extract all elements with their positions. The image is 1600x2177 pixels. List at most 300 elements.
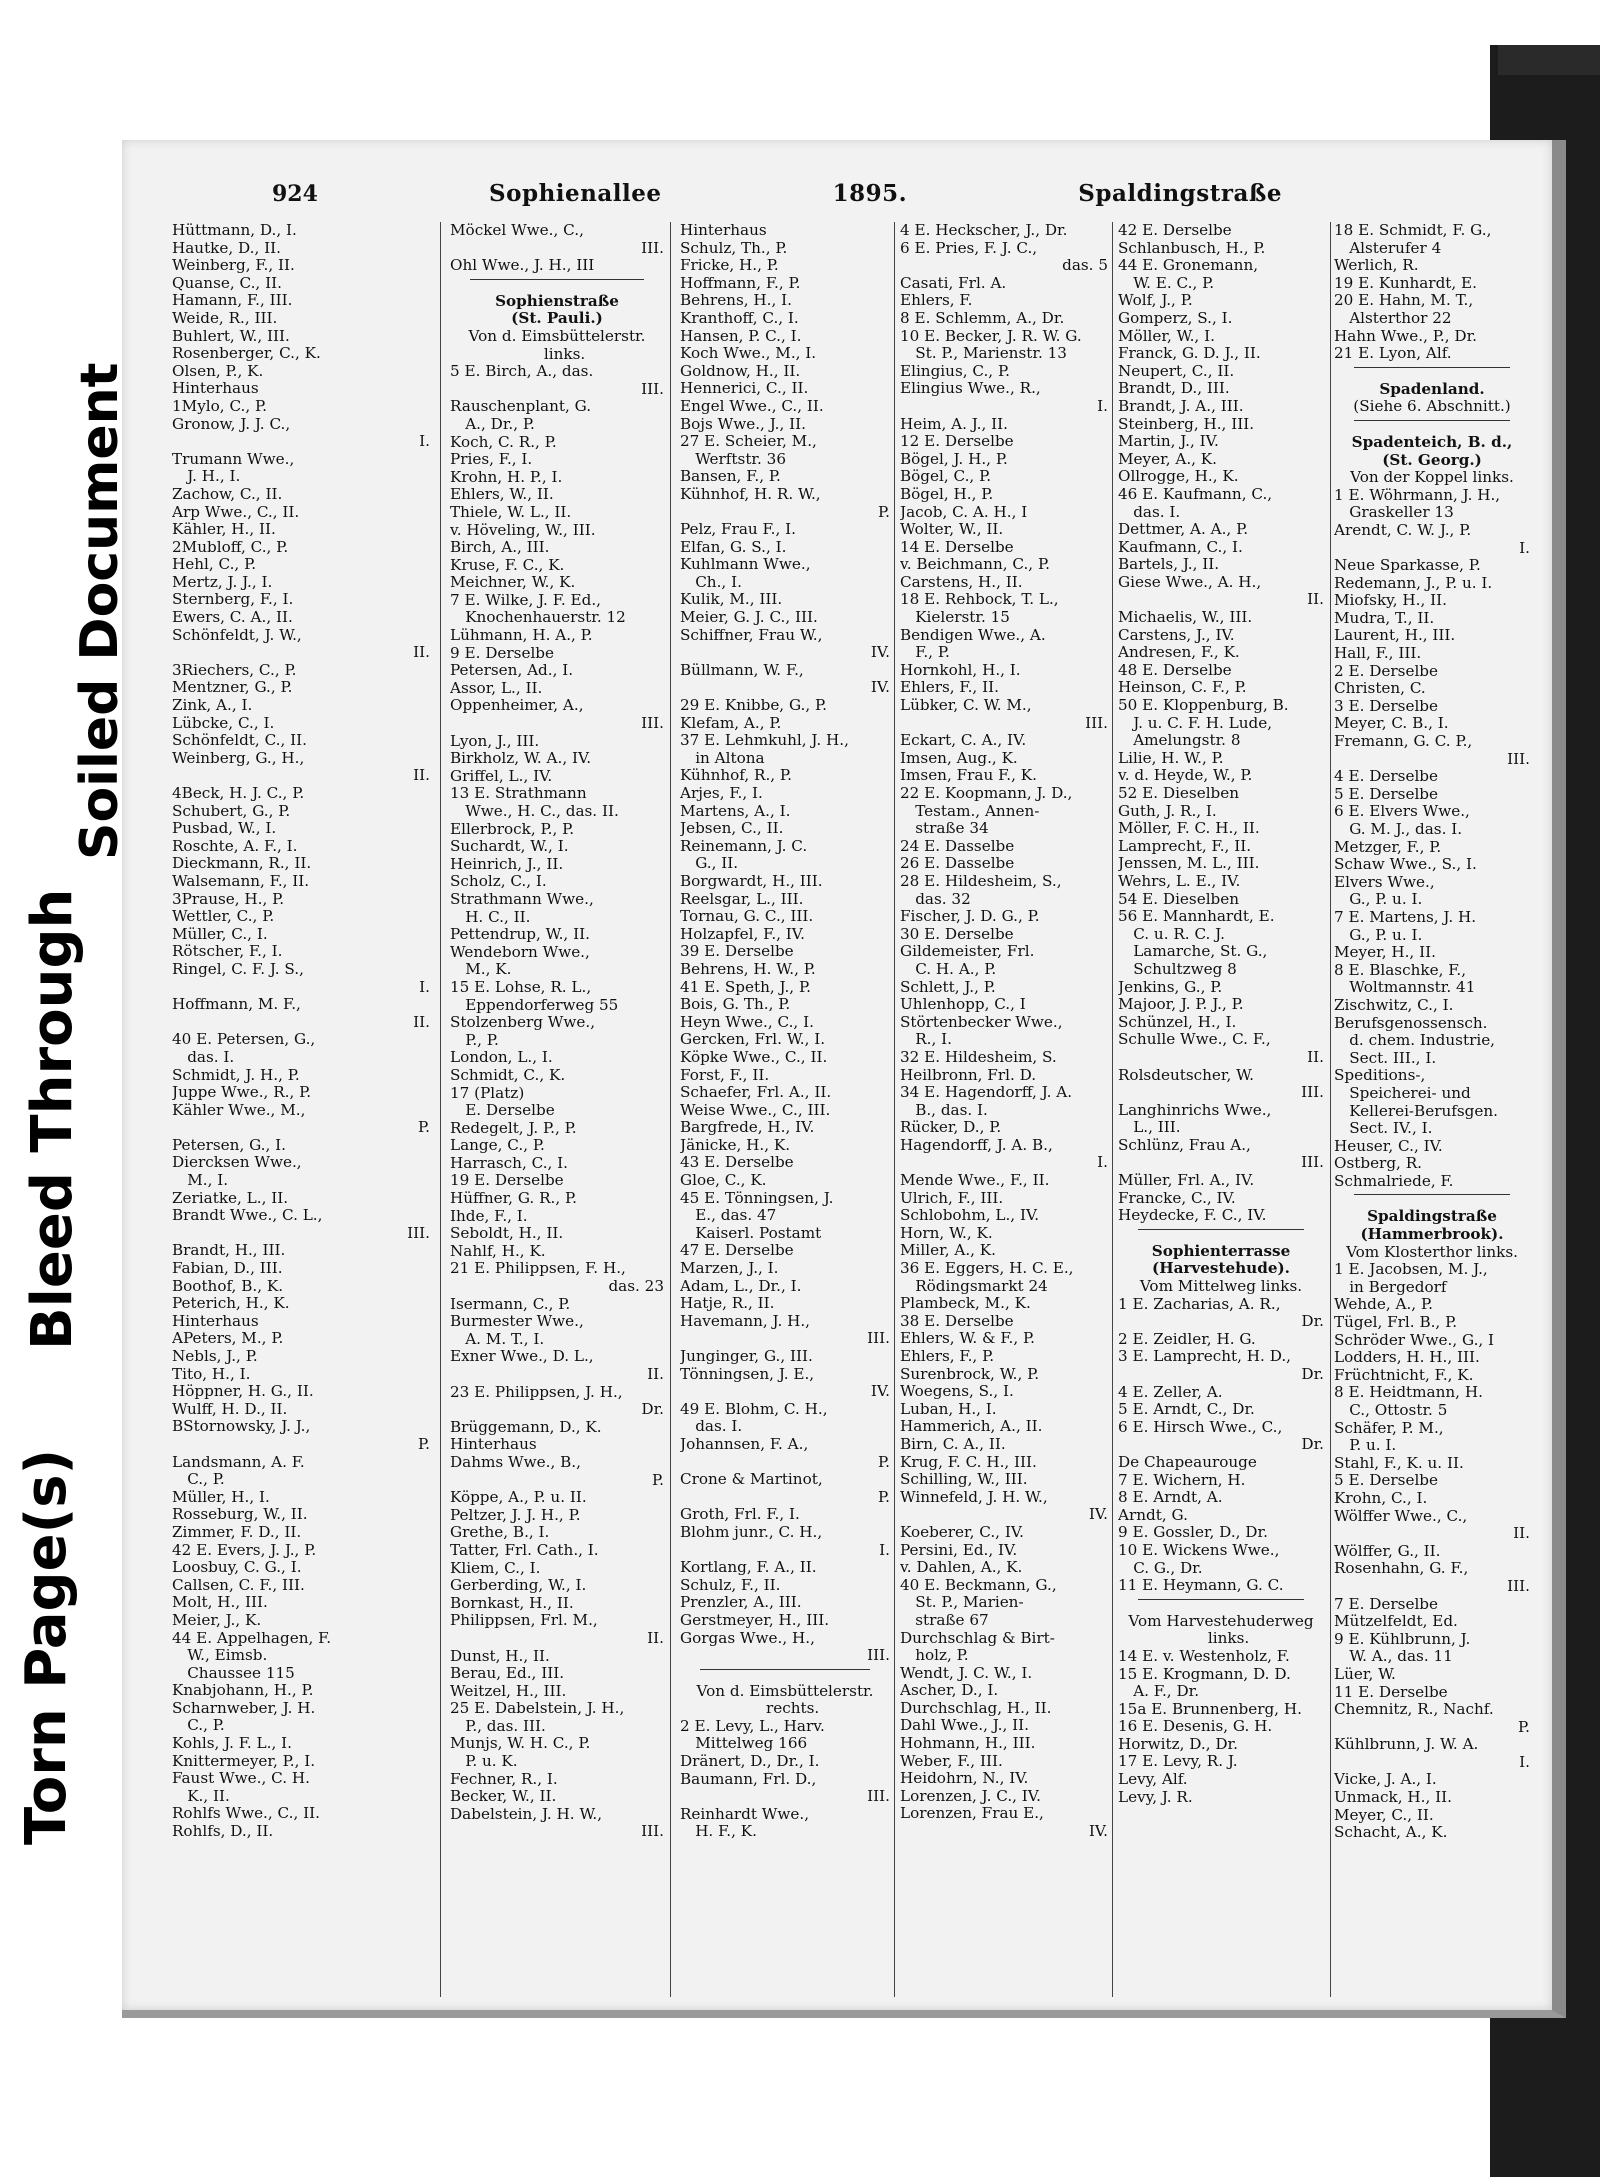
directory-entry: Hagendorff, J. A. B., [900,1135,1053,1154]
directory-entry: A., Dr., P. [450,414,535,433]
directory-entry: Wulff, H. D., II. [172,1399,288,1418]
directory-entry: 28 E. Hildesheim, S., [900,871,1062,890]
directory-entry: Guth, J. R., I. [1118,801,1217,820]
directory-entry: Ohl Wwe., J. H., III [450,256,595,275]
directory-entry: Faust Wwe., C. H. [172,1769,310,1788]
directory-entry: Landsmann, A. F. [172,1452,305,1471]
directory-entry: Goldnow, H., II. [680,361,801,380]
directory-entry: Surenbrock, W., P. [900,1364,1040,1383]
directory-entry: Tügel, Frl. B., P. [1334,1313,1458,1332]
directory-entry: Woltmannstr. 41 [1334,978,1476,997]
directory-entry: 46 E. Kaufmann, C., [1118,484,1273,503]
directory-entry: Elvers Wwe., [1334,872,1435,891]
directory-entry: Bartels, J., II. [1118,555,1220,574]
section-heading: Spadenland. [1379,379,1485,398]
directory-entry: Speditions-, [1334,1066,1426,1085]
directory-entry: Hatje, R., II. [680,1294,775,1313]
directory-entry: Carstens, H., II. [900,572,1023,591]
directory-entry: Andresen, F., K. [1118,643,1240,662]
directory-entry: Sect. III., I. [1334,1048,1437,1067]
directory-entry: Müller, H., I. [172,1487,270,1506]
directory-entry: Koch, C. R., P. [450,432,557,451]
directory-entry: Olsen, P., K. [172,361,264,380]
directory-entry: IV. [870,643,890,662]
scanner-dark-edge-top [1498,45,1600,75]
directory-entry: Speicherei- und [1334,1083,1471,1102]
directory-entry: 41 E. Speth, J., P. [680,977,811,996]
directory-entry: J. H., I. [172,467,241,486]
directory-entry: 50 E. Kloppenburg, B. [1118,696,1289,715]
directory-entry: P. [878,502,890,521]
directory-entry: Köppe, A., P. u. II. [450,1488,587,1507]
directory-entry: Ch., I. [680,572,742,591]
directory-entry: Trumann Wwe., [172,449,295,468]
directory-entry: 2 E. Zeidler, H. G. [1118,1329,1256,1348]
directory-entry: Heim, A. J., II. [900,414,1008,433]
directory-entry: Zachow, C., II. [172,484,283,503]
directory-entry: Stahl, F., K. u. II. [1334,1453,1464,1472]
directory-entry: 52 E. Dieselben [1118,784,1240,802]
directory-entry: 23 E. Philippsen, J. H., [450,1382,623,1401]
directory-entry: Schönfeldt, C., II. [172,731,307,750]
directory-entry: Pusbad, W., I. [172,819,277,838]
directory-entry: 2Mubloff, C., P. [172,537,289,556]
directory-entry: Weinberg, F., II. [172,256,295,275]
directory-entry: Pettendrup, W., II. [450,925,590,944]
directory-entry: St. P., Marienstr. 13 [900,344,1067,363]
directory-entry: Gercken, Frl. W., I. [680,1030,826,1049]
directory-entry: Peterich, H., K. [172,1294,290,1313]
directory-entry: Chaussee 115 [172,1663,295,1682]
directory-entry: 47 E. Derselbe [680,1241,794,1260]
directory-entry: Von d. Eimsbüttelerstr. [696,1681,874,1700]
directory-entry: Arndt, G. [1118,1505,1188,1524]
directory-entry: Winnefeld, J. H. W., [900,1487,1048,1506]
directory-entry: Alsterufer 4 [1334,238,1442,257]
directory-entry: Casati, Frl. A. [900,273,1007,292]
section-divider [470,279,644,289]
directory-entry: Grethe, B., I. [450,1523,550,1542]
directory-entry: Levy, J. R. [1118,1787,1193,1806]
directory-entry: Laurent, H., III. [1334,626,1456,645]
column-6 [1334,222,1530,2002]
directory-entry: Heidohrn, N., IV. [900,1769,1029,1788]
directory-entry: Rödingsmarkt 24 [900,1276,1048,1295]
directory-entry: Weitzel, H., III. [450,1681,567,1700]
directory-entry: Weise Wwe., C., III. [680,1100,831,1119]
directory-entry: Heydecke, F. C., IV. [1118,1206,1267,1225]
directory-entry: Horwitz, D., Dr. [1118,1734,1238,1753]
directory-entry: Lüer, W. [1334,1664,1396,1683]
directory-entry: Hinterhaus [680,222,767,239]
directory-entry: Ehlers, F. [900,291,973,310]
directory-entry: Elingius Wwe., R., [900,379,1041,398]
directory-entry: Kellerei-Berufsgen. [1334,1101,1498,1120]
directory-entry: straße 34 [900,819,989,838]
directory-entry: Heyn Wwe., C., I. [680,1012,814,1031]
directory-entry: Schmidt, C., K. [450,1065,566,1084]
directory-entry: Hahn Wwe., P., Dr. [1334,326,1477,345]
directory-entry: Lyon, J., III. [450,731,540,750]
directory-entry: Langhinrichs Wwe., [1118,1100,1272,1119]
directory-entry: 25 E. Dabelstein, J. H., [450,1699,625,1718]
directory-entry: II. [413,643,430,662]
directory-entry: P. [418,1118,430,1137]
directory-entry: Miofsky, H., II. [1334,591,1447,610]
directory-entry: 7 E. Wichern, H. [1118,1470,1246,1489]
directory-entry: Bögel, C., P. [900,467,992,486]
directory-entry: Ihde, F., I. [450,1206,528,1225]
directory-entry: Meyer, H., II. [1334,943,1436,962]
directory-entry: I. [1519,538,1530,557]
directory-entry: 38 E. Derselbe [900,1311,1014,1330]
directory-entry: Junginger, G., III. [680,1347,813,1365]
directory-entry: Kühnhof, H. R. W., [680,484,821,503]
directory-entry: Schröder Wwe., G., I [1334,1330,1495,1349]
directory-entry: I. [419,432,430,451]
directory-entry: Strathmann Wwe., [450,889,594,908]
directory-entry: Diercksen Wwe., [172,1153,302,1172]
directory-entry: Fechner, R., I. [450,1769,558,1788]
directory-entry: 37 E. Lehmkuhl, J. H., [680,731,849,750]
directory-entry: H. C., II. [450,907,531,926]
directory-entry: Möller, W., I. [1118,326,1215,345]
directory-entry: Elingius, C., P. [900,361,1010,380]
directory-entry: G., P. u. I. [1334,890,1423,909]
bleed-through-label: Bleed Through [20,888,85,1350]
directory-entry: Knochenhauerstr. 12 [450,608,626,627]
directory-entry: Heinson, C. F., P. [1118,678,1247,697]
directory-entry: Müller, Frl. A., IV. [1118,1171,1255,1190]
directory-entry: Meichner, W., K. [450,573,576,592]
directory-entry: II. [1307,590,1324,609]
directory-entry: II. [413,766,430,785]
directory-entry: Heilbronn, Frl. D. [900,1065,1037,1084]
directory-entry: Sect. IV., I. [1334,1119,1433,1138]
directory-entry: Weber, F., III. [900,1751,1003,1770]
directory-entry: v. Höveling, W., III. [450,520,596,539]
directory-entry: Möller, F. C. H., II. [1118,819,1260,838]
directory-entry: 14 E. Derselbe [900,537,1014,556]
directory-entry: Schlünz, Frau A., [1118,1135,1251,1154]
directory-entry: Heinrich, J., II. [450,854,564,873]
directory-entry: Borgwardt, H., III. [680,871,823,890]
directory-entry: Kulik, M., III. [680,590,783,609]
directory-entry: 24 E. Dasselbe [900,836,1015,855]
directory-entry: Woegens, S., I. [900,1382,1014,1401]
directory-entry: 22 E. Koopmann, J. D., [900,784,1073,802]
directory-entry: Brüggemann, D., K. [450,1417,602,1436]
directory-entry: Wolf, J., P. [1118,291,1193,310]
directory-entry: Hansen, P. C., I. [680,326,802,345]
directory-entry: 12 E. Derselbe [900,432,1014,451]
directory-entry: 15a E. Brunnenberg, H. [1118,1699,1302,1718]
directory-entry: Bendigen Wwe., A. [900,625,1046,644]
directory-entry: Hammerich, A., II. [900,1417,1043,1436]
column-divider [1330,222,1331,1997]
directory-entry: 42 E. Derselbe [1118,222,1232,239]
directory-entry: 45 E. Tönningsen, J. [680,1188,834,1207]
directory-entry: Walsemann, F., II. [172,871,310,890]
directory-entry: Suchardt, W., I. [450,837,569,856]
directory-entry: Munjs, W. H. C., P. [450,1734,591,1753]
directory-entry: Rosseburg, W., II. [172,1505,308,1524]
section-heading: (Harvestehude). [1152,1259,1290,1278]
directory-entry: Eckart, C. A., IV. [900,731,1027,750]
directory-entry: Knittermeyer, P., I. [172,1751,316,1770]
directory-entry: Hennerici, C., II. [680,379,809,398]
directory-entry: Köpke Wwe., C., II. [680,1047,828,1066]
directory-entry: W. A., das. 11 [1334,1647,1453,1666]
directory-entry: Hüttmann, D., I. [172,222,297,239]
directory-entry: Klefam, A., P. [680,713,782,732]
directory-entry: Ollrogge, H., K. [1118,467,1239,486]
directory-entry: Reelsgar, L., III. [680,889,804,908]
directory-entry: Seboldt, H., II. [450,1224,564,1243]
directory-entry: M., I. [172,1171,229,1190]
directory-entry: Molt, H., III. [172,1593,268,1612]
directory-entry: Früchtnicht, F., K. [1334,1365,1474,1384]
directory-entry: E., das. 47 [680,1206,777,1225]
directory-entry: III. [1085,713,1108,732]
directory-entry: Zink, A., I. [172,696,253,715]
directory-entry: III. [641,1822,664,1841]
directory-entry: Kranthoff, C., I. [680,308,799,327]
directory-entry: Krohn, C., I. [1334,1488,1428,1507]
directory-entry: Nahlf, H., K. [450,1241,546,1260]
directory-entry: Hoffmann, F., P. [680,273,801,292]
directory-entry: Graskeller 13 [1334,503,1454,522]
directory-entry: Mende Wwe., F., II. [900,1171,1050,1190]
directory-entry: Störtenbecker Wwe., [900,1012,1063,1031]
directory-entry: Gorgas Wwe., H., [680,1628,815,1647]
directory-entry: 54 E. Dieselben [1118,889,1240,908]
directory-entry: F., P. [900,643,950,662]
directory-entry: R., I. [900,1030,952,1049]
directory-entry: 4Beck, H. J. C., P. [172,784,305,802]
directory-entry: Bögel, H., P. [900,484,994,503]
directory-entry: Martens, A., I. [680,801,791,820]
directory-entry: Hall, F., III. [1334,644,1422,663]
directory-entry: Burmester Wwe., [450,1312,584,1331]
directory-entry: A. M. T., I. [450,1329,545,1348]
directory-entry: Müller, C., I. [172,924,268,943]
directory-entry: Chemnitz, R., Nachf. [1334,1700,1494,1719]
directory-entry: Petersen, G., I. [172,1135,286,1154]
directory-entry: Kühnhof, R., P. [680,766,792,785]
directory-entry: Wwe., H. C., das. II. [450,802,619,820]
year-title: 1895. [832,180,908,207]
directory-entry: Dränert, D., Dr., I. [680,1752,820,1771]
directory-entry: Redegelt, J. P., P. [450,1118,577,1137]
directory-entry: Berau, Ed., III. [450,1664,565,1683]
directory-entry: Metzger, F., P. [1334,837,1442,856]
directory-entry: 9 E. Gossler, D., Dr. [1118,1523,1268,1542]
directory-entry: Tornau, G. C., III. [680,907,814,926]
directory-entry: Ostberg, R. [1334,1154,1422,1173]
directory-entry: Scholz, C., I. [450,872,547,891]
directory-entry: Carstens, J., IV. [1118,625,1235,644]
directory-entry: Dahl Wwe., J., II. [900,1716,1029,1735]
directory-entry: Weinberg, G., H., [172,748,305,767]
directory-entry: 30 E. Derselbe [900,924,1014,943]
directory-entry: III. [867,1646,890,1665]
directory-entry: Loosbuy, C. G., I. [172,1558,302,1577]
directory-entry: Groth, Frl. F., I. [680,1505,800,1524]
column-3 [680,222,890,2002]
directory-entry: 4 E. Derselbe [1334,767,1439,786]
directory-entry: Von d. Eimsbüttelerstr. [468,326,646,345]
directory-entry: Lilie, H. W., P. [1118,748,1224,767]
directory-entry: Schiffner, Frau W., [680,625,823,644]
section-heading: (St. Georg.) [1382,450,1482,469]
directory-entry: Michaelis, W., III. [1118,608,1253,627]
directory-entry: Horn, W., K. [900,1223,993,1242]
directory-entry: Lodders, H. H., III. [1334,1348,1480,1367]
directory-entry: I. [419,977,430,996]
directory-entry: Pelz, Frau F., I. [680,520,796,539]
section-heading: Sophienstraße [495,291,619,310]
directory-entry: Rohlfs Wwe., C., II. [172,1804,320,1823]
directory-entry: Knabjohann, H., P. [172,1681,314,1700]
directory-entry: P. u. K. [450,1752,518,1771]
directory-entry: Mittelweg 166 [680,1734,808,1753]
directory-entry: 29 E. Knibbe, G., P. [680,696,828,715]
directory-entry: II. [1513,1524,1530,1543]
directory-entry: Plambeck, M., K. [900,1294,1031,1313]
directory-entry: Engel Wwe., C., II. [680,396,824,415]
directory-entry: 18 E. Rehbock, T. L., [900,590,1059,609]
directory-entry: III. [1301,1083,1324,1102]
directory-entry: Juppe Wwe., R., P. [172,1083,312,1102]
directory-entry: Kruse, F. C., K. [450,555,565,574]
directory-entry: I. [1097,396,1108,415]
directory-entry: Kielerstr. 15 [900,608,1010,627]
directory-entry: Ellerbrock, P., P. [450,819,575,838]
directory-entry: 3Riechers, C., P. [172,660,297,679]
directory-entry: 5 E. Birch, A., das. [450,362,594,381]
directory-entry: Luban, H., I. [900,1399,997,1418]
directory-entry: Gomperz, S., I. [1118,308,1233,327]
section-divider [1354,367,1510,377]
directory-entry: Wendt, J. C. W., I. [900,1663,1033,1682]
directory-entry: Rücker, D., P. [900,1118,1002,1137]
directory-entry: Jenssen, M. L., III. [1118,854,1260,873]
directory-entry: 1 E. Jacobsen, M. J., [1334,1260,1488,1279]
directory-entry: 8 E. Arndt, A. [1118,1488,1223,1507]
directory-entry: Dieckmann, R., II. [172,854,312,873]
directory-entry: P. [418,1434,430,1453]
directory-entry: 19 E. Kunhardt, E. [1334,273,1477,292]
directory-entry: 5 E. Derselbe [1334,1471,1439,1490]
directory-entry: Crone & Martinot, [680,1470,823,1489]
directory-entry: Rötscher, F., I. [172,942,283,961]
directory-entry: v. d. Heyde, W., P. [1118,766,1253,785]
right-street-title: Spaldingstraße [1078,180,1282,207]
column-divider [440,222,441,1997]
directory-entry: 6 E. Pries, F. J. C., [900,238,1038,257]
directory-entry: Exner Wwe., D. L., [450,1347,594,1366]
directory-entry: P. [878,1452,890,1471]
directory-entry: IV. [1088,1505,1108,1524]
directory-entry: 11 E. Derselbe [1334,1682,1448,1701]
directory-entry: II. [413,1012,430,1031]
directory-columns [172,222,1530,2012]
directory-entry: Imsen, Aug., K. [900,748,1018,767]
directory-entry: Roschte, A. F., I. [172,836,298,855]
directory-entry: G., P. u. I. [1334,925,1423,944]
directory-entry: Redemann, J., P. u. I. [1334,573,1493,592]
directory-entry: 2 E. Levy, L., Harv. [680,1716,825,1735]
directory-entry: Bojs Wwe., J., II. [680,414,806,433]
directory-entry: 4 E. Heckscher, J., Dr. [900,222,1068,239]
directory-entry: 13 E. Strathmann [450,784,587,803]
directory-entry: BStornowsky, J. J., [172,1417,311,1436]
column-2 [450,222,664,2002]
directory-entry: Hornkohl, H., I. [900,660,1021,679]
directory-entry: Brandt, D., III. [1118,379,1230,398]
directory-entry: Gloe, C., K. [680,1171,767,1190]
directory-entry: Baumann, Frl. D., [680,1769,817,1788]
section-heading: Sophienterrasse [1151,1241,1291,1260]
directory-entry: Zischwitz, C., I. [1334,995,1454,1014]
directory-entry: C., Ottostr. 5 [1334,1401,1448,1419]
directory-entry: I. [879,1540,890,1559]
directory-entry: straße 67 [900,1610,989,1629]
directory-entry: rechts. [750,1699,820,1718]
directory-entry: 15 E. Lohse, R. L., [450,977,592,996]
directory-entry: 7 E. Derselbe [1334,1594,1439,1613]
directory-entry: Wehrs, L. E., IV. [1118,871,1241,890]
directory-entry: Ascher, D., I. [900,1681,999,1700]
directory-entry: Schilling, W., III. [900,1470,1028,1489]
directory-entry: Hoffmann, M. F., [172,995,301,1014]
directory-entry: 40 E. Beckmann, G., [900,1575,1057,1594]
directory-entry: Koeberer, C., IV. [900,1522,1024,1541]
directory-entry: Buhlert, W., III. [172,326,290,345]
directory-entry: H. F., K. [680,1822,757,1841]
directory-entry: 10 E. Becker, J. R. W. G. [900,326,1082,345]
directory-entry: Lamprecht, F., II. [1118,836,1252,855]
condition-stamps [6,300,130,1860]
directory-entry: Marzen, J., I. [680,1259,779,1278]
directory-entry: Levy, Alf. [1118,1770,1188,1789]
directory-entry: 7 E. Martens, J. H. [1334,907,1477,926]
directory-entry: Pries, F., I. [450,450,533,469]
directory-entry: P. [878,1487,890,1506]
directory-entry: 19 E. Derselbe [450,1171,564,1190]
directory-entry: Hautke, D., II. [172,238,281,257]
directory-entry: Fremann, G. C. P., [1334,732,1473,751]
directory-entry: das. 5 [1062,256,1108,275]
directory-entry: Griffel, L., IV. [450,766,553,785]
directory-entry: Neue Sparkasse, P. [1334,556,1481,575]
directory-entry: G. M. J., das. I. [1334,820,1463,838]
directory-entry: Schönfeldt, J. W., [172,625,302,644]
directory-entry: das. I. [172,1047,235,1066]
directory-entry: Neupert, C., II. [1118,361,1235,380]
directory-entry: I. [1097,1153,1108,1172]
soiled-document-label: Soiled Document [70,362,130,860]
section-divider [1138,1599,1304,1609]
directory-entry: Christen, C. [1334,679,1426,698]
directory-entry: St. P., Marien- [900,1593,1024,1612]
directory-entry: Wölffer, G., II. [1334,1541,1441,1560]
directory-entry: Arjes, F., I. [680,784,763,802]
directory-entry: Reinemann, J. C. [680,836,808,855]
directory-entry: C. u. R. C. J. [1118,924,1225,943]
directory-entry: IV. [870,678,890,697]
